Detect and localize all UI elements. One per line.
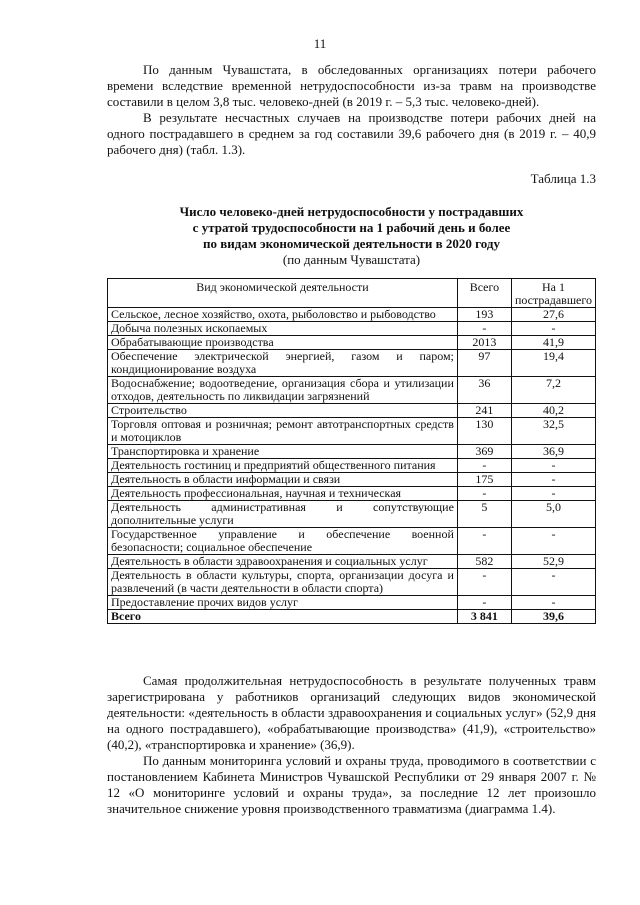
table-label: Таблица 1.3 xyxy=(530,171,596,186)
table-row xyxy=(108,404,596,418)
table-title xyxy=(107,204,596,268)
cell-per-victim: 5,0 xyxy=(511,501,595,528)
cell-total: - xyxy=(457,459,511,473)
cell-per-victim: - xyxy=(511,322,595,336)
cell-total: 130 xyxy=(457,418,511,445)
table-row xyxy=(108,322,596,336)
cell-per-victim: - xyxy=(511,487,595,501)
header-total: Всего xyxy=(457,279,511,308)
intro-text xyxy=(107,62,596,158)
cell-activity: Деятельность в области информации и связи xyxy=(108,473,458,487)
cell-total: 193 xyxy=(457,308,511,322)
cell-per-victim: - xyxy=(511,528,595,555)
table-row xyxy=(108,445,596,459)
header-per-victim: На 1 пострадавшего xyxy=(511,279,595,308)
table-row xyxy=(108,528,596,555)
intro-paragraph: В результате несчастных случаев на производстве потери рабочих дней на одного пострадавшего в среднем за год составили 39,6 рабочего дня (в 2019 г. – 40,9 рабочего дня) (табл. 1.3). xyxy=(107,110,596,157)
cell-activity: Водоснабжение; водоотведение, организация сбора и утилизации отходов, деятельность по ликвидации загрязнений xyxy=(108,377,458,404)
table-body xyxy=(108,308,596,624)
cell-activity: Торговля оптовая и розничная; ремонт автотранспортных средств и мотоциклов xyxy=(108,418,458,445)
cell-activity: Обрабатывающие производства xyxy=(108,336,458,350)
table-row xyxy=(108,308,596,322)
cell-per-victim: - xyxy=(511,459,595,473)
page-number: 11 xyxy=(313,36,327,51)
cell-total: 5 xyxy=(457,501,511,528)
total-value: 3 841 xyxy=(457,610,511,624)
table-title-line: с утратой трудоспособности на 1 рабочий день и более xyxy=(192,220,511,235)
cell-activity: Деятельность административная и сопутствующие дополнительные услуги xyxy=(108,501,458,528)
cell-per-victim: 19,4 xyxy=(511,350,595,377)
table-source-note: (по данным Чувашстата) xyxy=(282,252,421,267)
table-row xyxy=(108,473,596,487)
cell-total: - xyxy=(457,322,511,336)
table-row xyxy=(108,555,596,569)
injury-days-table xyxy=(107,278,596,624)
cell-activity: Государственное управление и обеспечение военной безопасности; социальное обеспечение xyxy=(108,528,458,555)
cell-per-victim: - xyxy=(511,473,595,487)
table-row xyxy=(108,596,596,610)
intro-paragraph: По данным Чувашстата, в обследованных организациях потери рабочего времени вследствие временной нетрудоспособности из-за травм на производстве составили в целом 3,8 тыс. человеко-дней (в 2019 г. – 5,3 тыс. человеко-дней). xyxy=(107,62,596,109)
table-row xyxy=(108,487,596,501)
table-row xyxy=(108,336,596,350)
cell-per-victim: - xyxy=(511,569,595,596)
table-row xyxy=(108,569,596,596)
table-row xyxy=(108,377,596,404)
cell-per-victim: 27,6 xyxy=(511,308,595,322)
cell-total: - xyxy=(457,487,511,501)
cell-activity: Деятельность в области здравоохранения и социальных услуг xyxy=(108,555,458,569)
cell-per-victim: 7,2 xyxy=(511,377,595,404)
outro-paragraph: Самая продолжительная нетрудоспособность в результате полученных травм зарегистрирована у работников организаций следующих видов экономической деятельности: «деятельность в области здравоохранения и социальных услуг» (52,9 дня на одного пострадавшего), «обрабатывающие производства» (41,9), «строительство» (40,2), «транспортировка и хранение» (36,9). xyxy=(107,673,596,752)
cell-activity: Добыча полезных ископаемых xyxy=(108,322,458,336)
cell-activity: Деятельность гостиниц и предприятий общественного питания xyxy=(108,459,458,473)
outro-text xyxy=(107,673,596,817)
cell-activity: Предоставление прочих видов услуг xyxy=(108,596,458,610)
cell-activity: Деятельность в области культуры, спорта, организации досуга и развлечений (в части деятельности в области спорта) xyxy=(108,569,458,596)
cell-total: - xyxy=(457,569,511,596)
cell-total: 369 xyxy=(457,445,511,459)
table-header-row xyxy=(108,279,596,308)
cell-total: 241 xyxy=(457,404,511,418)
total-label: Всего xyxy=(108,610,458,624)
table-row xyxy=(108,418,596,445)
cell-activity: Обеспечение электрической энергией, газом и паром; кондиционирование воздуха xyxy=(108,350,458,377)
cell-activity: Транспортировка и хранение xyxy=(108,445,458,459)
cell-per-victim: 52,9 xyxy=(511,555,595,569)
cell-per-victim: 41,9 xyxy=(511,336,595,350)
table-row xyxy=(108,459,596,473)
cell-total: 97 xyxy=(457,350,511,377)
cell-per-victim: 40,2 xyxy=(511,404,595,418)
cell-per-victim: 36,9 xyxy=(511,445,595,459)
cell-total: 2013 xyxy=(457,336,511,350)
cell-total: - xyxy=(457,596,511,610)
table-title-line: по видам экономической деятельности в 2020 году xyxy=(203,236,500,251)
table-total-row xyxy=(108,610,596,624)
table-row xyxy=(108,501,596,528)
total-per-victim: 39,6 xyxy=(511,610,595,624)
header-activity: Вид экономической деятельности xyxy=(108,279,458,308)
outro-paragraph: По данным мониторинга условий и охраны труда, проводимого в соответствии с постановлением Кабинета Министров Чувашской Республики от 29 января 2007 г. № 12 «О мониторинге условий и охраны труда», за последние 12 лет произошло значительное снижение уровня производственного травматизма (диаграмма 1.4). xyxy=(107,753,596,816)
cell-per-victim: - xyxy=(511,596,595,610)
cell-total: 582 xyxy=(457,555,511,569)
cell-total: 36 xyxy=(457,377,511,404)
table-row xyxy=(108,350,596,377)
cell-activity: Сельское, лесное хозяйство, охота, рыболовство и рыбоводство xyxy=(108,308,458,322)
cell-total: - xyxy=(457,528,511,555)
cell-activity: Деятельность профессиональная, научная и техническая xyxy=(108,487,458,501)
cell-total: 175 xyxy=(457,473,511,487)
cell-per-victim: 32,5 xyxy=(511,418,595,445)
cell-activity: Строительство xyxy=(108,404,458,418)
table-title-line: Число человеко-дней нетрудоспособности у пострадавших xyxy=(179,204,524,219)
